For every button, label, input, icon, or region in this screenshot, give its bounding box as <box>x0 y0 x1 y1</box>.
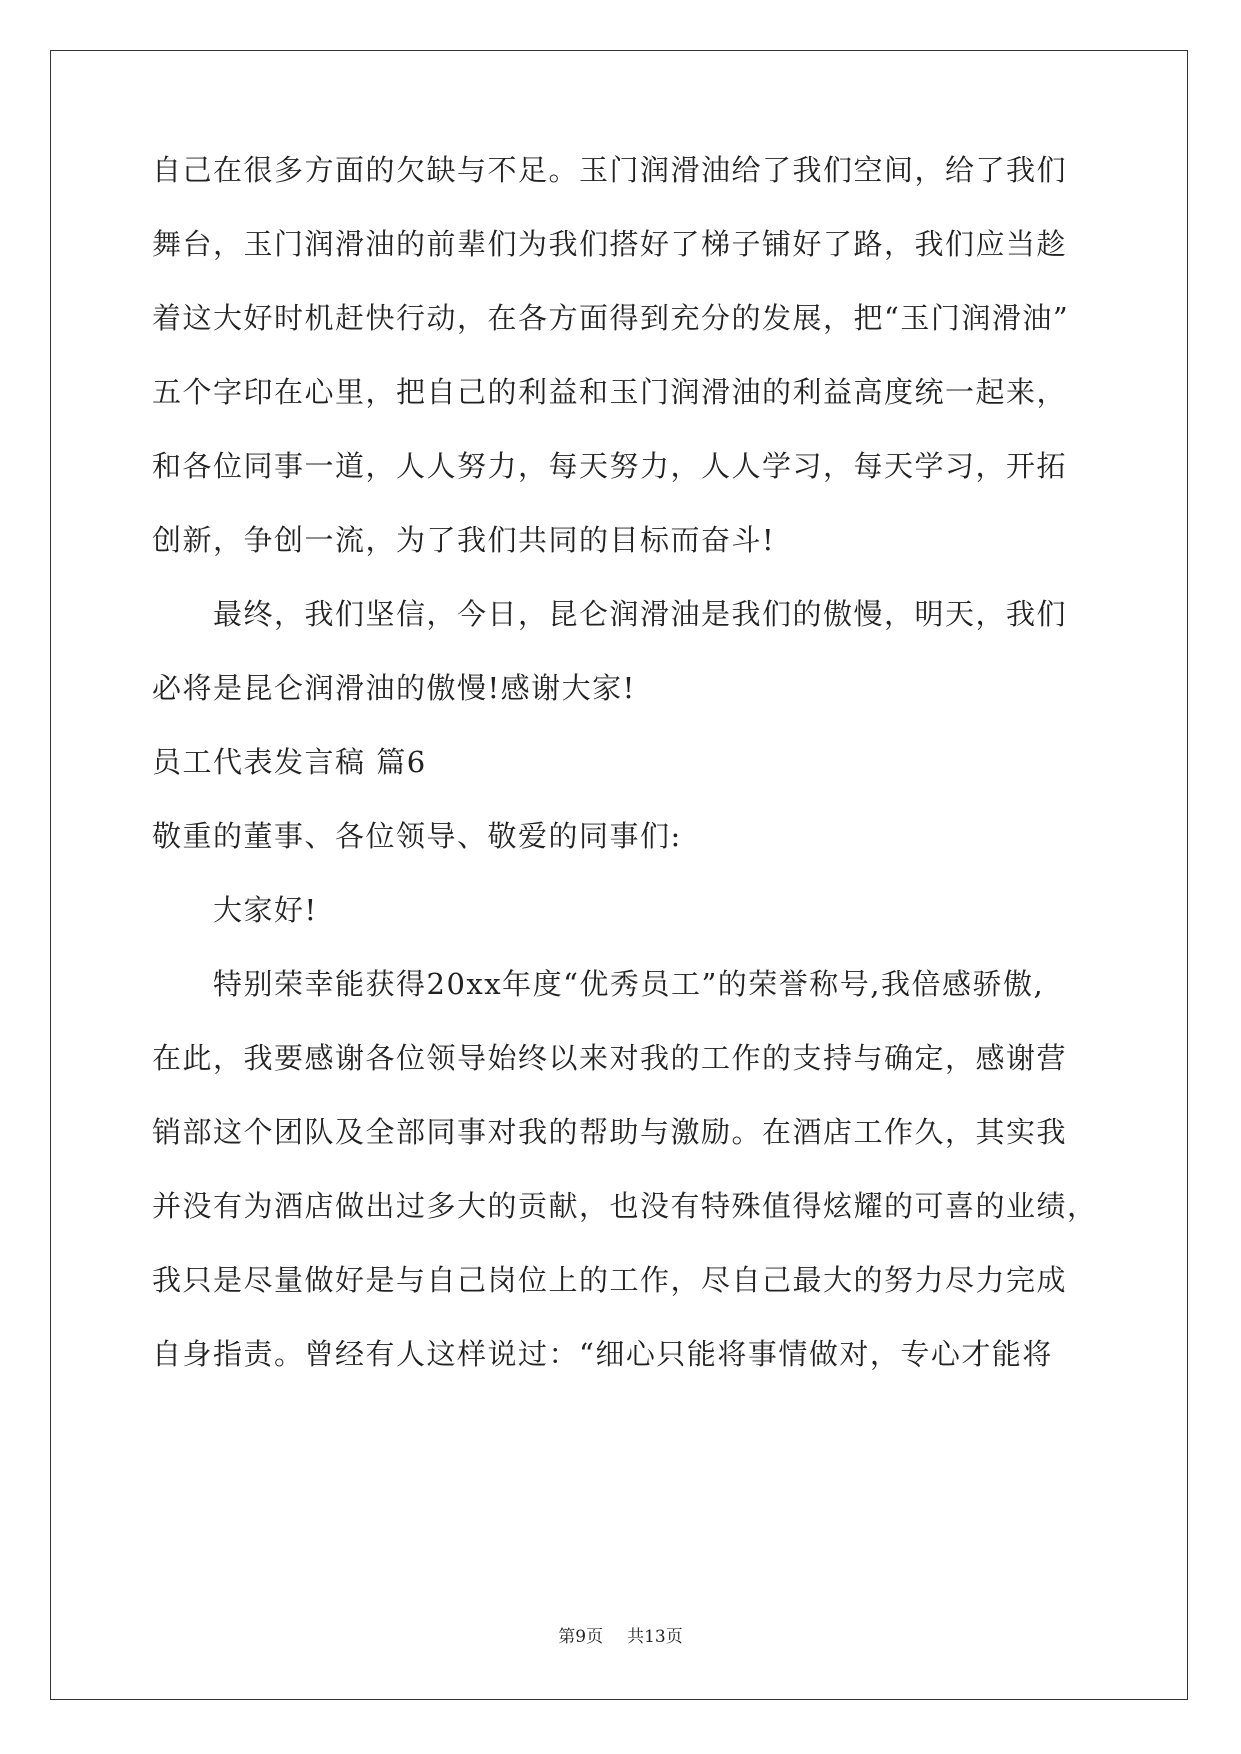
text-line: 舞台，玉门润滑油的前辈们为我们搭好了梯子铺好了路，我们应当趁 <box>152 227 1068 261</box>
text-line: 五个字印在心里，把自己的利益和玉门润滑油的利益高度统一起来， <box>152 375 1068 409</box>
greeting: 大家好! <box>213 893 318 927</box>
text-line: 自己在很多方面的欠缺与不足。玉门润滑油给了我们空间，给了我们 <box>152 153 1068 187</box>
text-line: 我只是尽量做好是与自己岗位上的工作，尽自己最大的努力尽力完成 <box>152 1263 1068 1297</box>
text-line: 自身指责。曾经有人这样说过：“细心只能将事情做对，专心才能将 <box>152 1337 1053 1371</box>
text-line: 着这大好时机赶快行动，在各方面得到充分的发展，把“玉门润滑油” <box>152 301 1070 335</box>
paragraph-start-line: 特别荣幸能获得20xx年度“优秀员工”的荣誉称号,我倍感骄傲, <box>213 967 1045 1001</box>
text-line: 在此，我要感谢各位领导始终以来对我的工作的支持与确定，感谢营 <box>152 1041 1068 1075</box>
salutation: 敬重的董事、各位领导、敬爱的同事们: <box>152 819 682 853</box>
text-line: 并没有为酒店做出过多大的贡献，也没有特殊值得炫耀的可喜的业绩， <box>152 1189 1098 1223</box>
paragraph-start-line: 最终，我们坚信，今日，昆仑润滑油是我们的傲慢，明天，我们 <box>213 597 1068 631</box>
section-heading: 员工代表发言稿 篇6 <box>152 745 427 779</box>
page-total: 共13页 <box>627 1627 683 1647</box>
text-line: 和各位同事一道，人人努力，每天努力，人人学习，每天学习，开拓 <box>152 449 1068 483</box>
text-line: 创新，争创一流，为了我们共同的目标而奋斗! <box>152 523 776 557</box>
page-footer <box>0 1622 1241 1647</box>
page-number: 第9页 <box>558 1627 604 1647</box>
text-line: 销部这个团队及全部同事对我的帮助与激励。在酒店工作久，其实我 <box>152 1115 1068 1149</box>
text-line: 必将是昆仑润滑油的傲慢!感谢大家! <box>152 671 636 705</box>
